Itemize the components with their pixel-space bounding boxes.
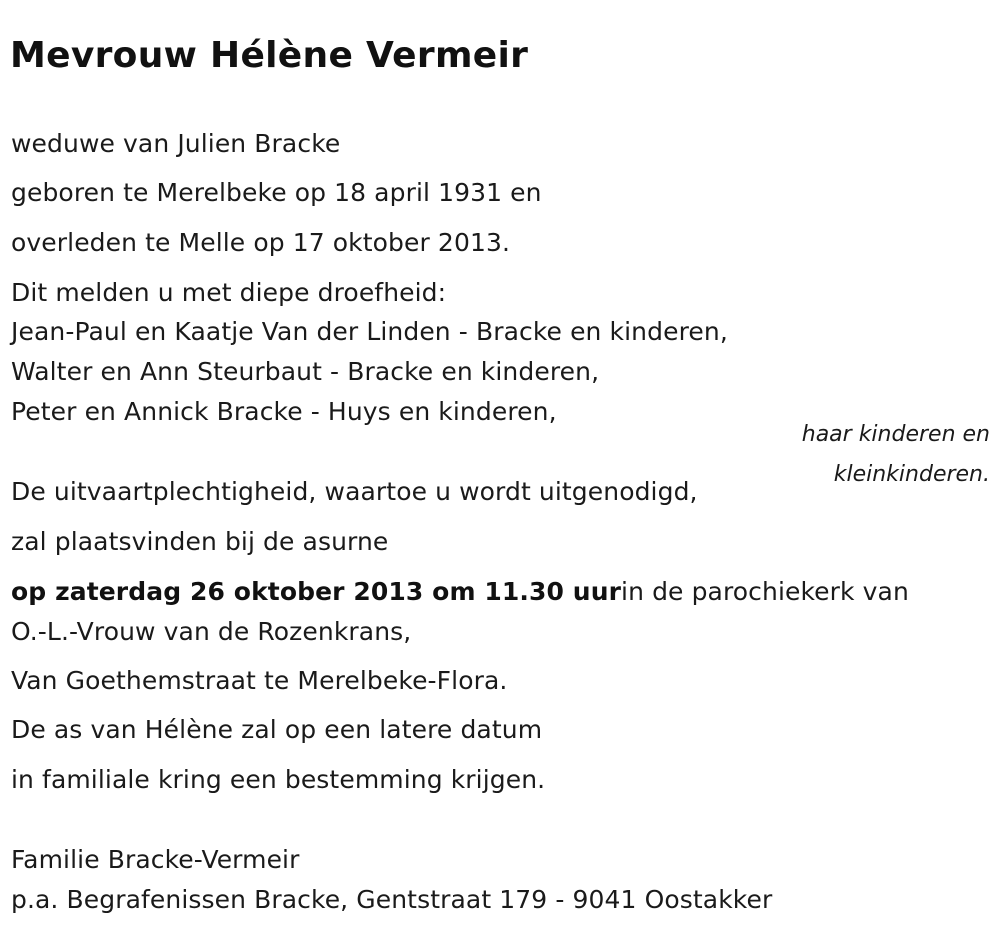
ceremony-date-line <box>11 576 909 608</box>
ceremony-church: in de parochiekerk van <box>621 577 909 606</box>
ceremony-location-intro: zal plaatsvinden bij de asurne <box>11 527 389 556</box>
born-line: geboren te Merelbeke op 18 april 1931 en <box>11 178 542 207</box>
announcement-lead: Dit melden u met diepe droefheid: <box>11 278 447 307</box>
mourner-line: Peter en Annick Bracke - Huys en kinderen, <box>11 397 557 426</box>
church-address: Van Goethemstraat te Merelbeke-Flora. <box>11 666 508 695</box>
widow-of-line: weduwe van Julien Bracke <box>11 129 341 158</box>
ceremony-invitation: De uitvaartplechtigheid, waartoe u wordt uitgenodigd, <box>11 477 698 506</box>
family-signature: Familie Bracke-Vermeir <box>11 845 300 874</box>
mourner-line: Jean-Paul en Kaatje Van der Linden - Bracke en kinderen, <box>11 317 728 346</box>
aside-grandchildren: kleinkinderen. <box>833 462 990 487</box>
died-line: overleden te Melle op 17 oktober 2013. <box>11 228 511 257</box>
contact-address: p.a. Begrafenissen Bracke, Gentstraat 179 - 9041 Oostakker <box>11 885 773 914</box>
mourner-line: Walter en Ann Steurbaut - Bracke en kinderen, <box>11 357 600 386</box>
aside-children: haar kinderen en <box>801 422 990 447</box>
page-title: Mevrouw Hélène Vermeir <box>10 35 529 76</box>
church-name: O.-L.-Vrouw van de Rozenkrans, <box>11 617 412 646</box>
ashes-line: De as van Hélène zal op een latere datum <box>11 715 543 744</box>
ashes-destination-line: in familiale kring een bestemming krijgen. <box>11 765 546 794</box>
ceremony-date: op zaterdag 26 oktober 2013 om 11.30 uur <box>11 577 622 606</box>
